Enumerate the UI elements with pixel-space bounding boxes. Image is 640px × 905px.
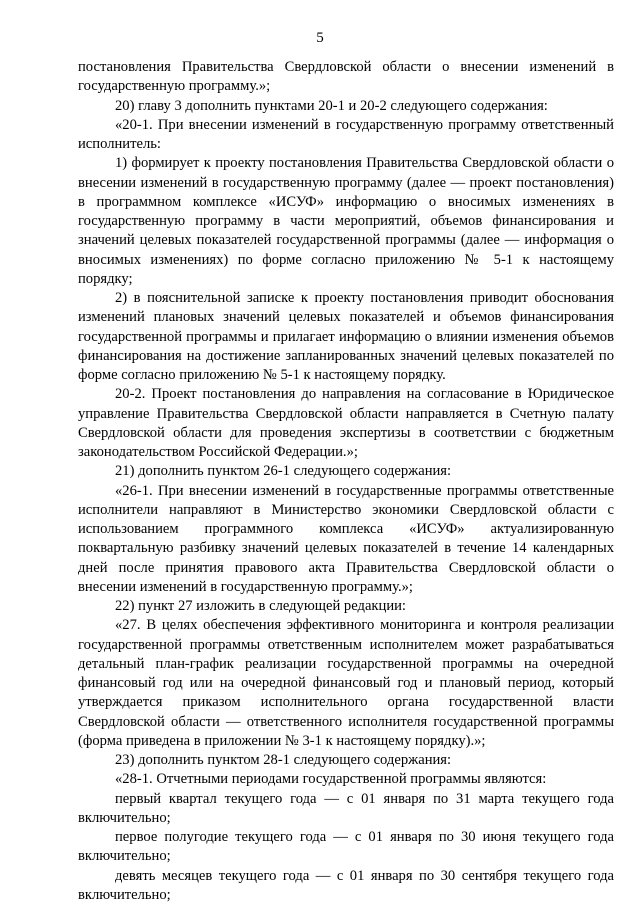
paragraph: 20-2. Проект постановления до направления на согласование в Юридическое управление Правительства Свердловской области направляется в Счетную палату Свердловской области для проведения экспертизы в соответствии с бюджетным законодательством Российской Федерации.»; <box>78 386 614 460</box>
paragraph: «28-1. Отчетными периодами государственной программы являются: <box>115 771 547 788</box>
paragraph: 2) в пояснительной записке к проекту постановления приводит обоснования изменений плановых значений целевых показателей и объемов финансирования государственной программы и прилагает информацию о влиянии изменения объемов финансирования на достижение запланированных значений целевых показателей по форме согласно приложению № 5-1 к настоящему порядку. <box>78 290 614 383</box>
paragraph: постановления Правительства Свердловской области о внесении изменений в государственную программу.»; <box>78 59 614 95</box>
paragraph: девять месяцев текущего года — с 01 января по 30 сентября текущего года включительно; <box>78 867 614 903</box>
paragraph: «26-1. При внесении изменений в государственные программы ответственные исполнители направляют в Министерство экономики Свердловской области с использованием программного комплекса «ИСУФ» актуализированную поквартальную разбивку значений целевых показателей в течение 14 календарных дней после принятия правового акта Правительства Свердловской области о внесении изменений в государственную программу.»; <box>78 482 614 595</box>
paragraph: 1) формирует к проекту постановления Правительства Свердловской области о внесении изменений в государственную программу (далее — проект постановления) в программном комплексе «ИСУФ» информацию о вносимых изменениях в государственную программу в части мероприятий, объемов финансирования и значений целевых показателей государственной программы (далее — информация о вносимых изменениях) по форме согласно приложению № 5-1 к настоящему порядку; <box>78 155 614 287</box>
paragraph: «27. В целях обеспечения эффективного мониторинга и контроля реализации государственной программы ответственным исполнителем может разрабатываться детальный план-график реализации государственной программы на очередной финансовый год или на очередной финансовый год и плановый период, который утверждается приказом исполнительного органа государственной власти Свердловской области — ответственного исполнителя государственной программы (форма приведена в приложении № 3-1 к настоящему порядку).»; <box>78 617 614 749</box>
paragraph: 20) главу 3 дополнить пунктами 20-1 и 20-2 следующего содержания: <box>115 97 548 114</box>
paragraph: 21) дополнить пунктом 26-1 следующего содержания: <box>115 463 452 480</box>
page-number: 5 <box>316 30 324 46</box>
document-body <box>78 58 614 905</box>
paragraph: первый квартал текущего года — с 01 января по 31 марта текущего года включительно; <box>78 790 614 826</box>
paragraph: «20-1. При внесении изменений в государственную программу ответственный исполнитель: <box>78 116 614 152</box>
paragraph: 23) дополнить пунктом 28-1 следующего содержания: <box>115 752 452 768</box>
paragraph: первое полугодие текущего года — с 01 января по 30 июня текущего года включительно; <box>78 829 614 865</box>
paragraph: 22) пункт 27 изложить в следующей редакции: <box>115 598 406 614</box>
